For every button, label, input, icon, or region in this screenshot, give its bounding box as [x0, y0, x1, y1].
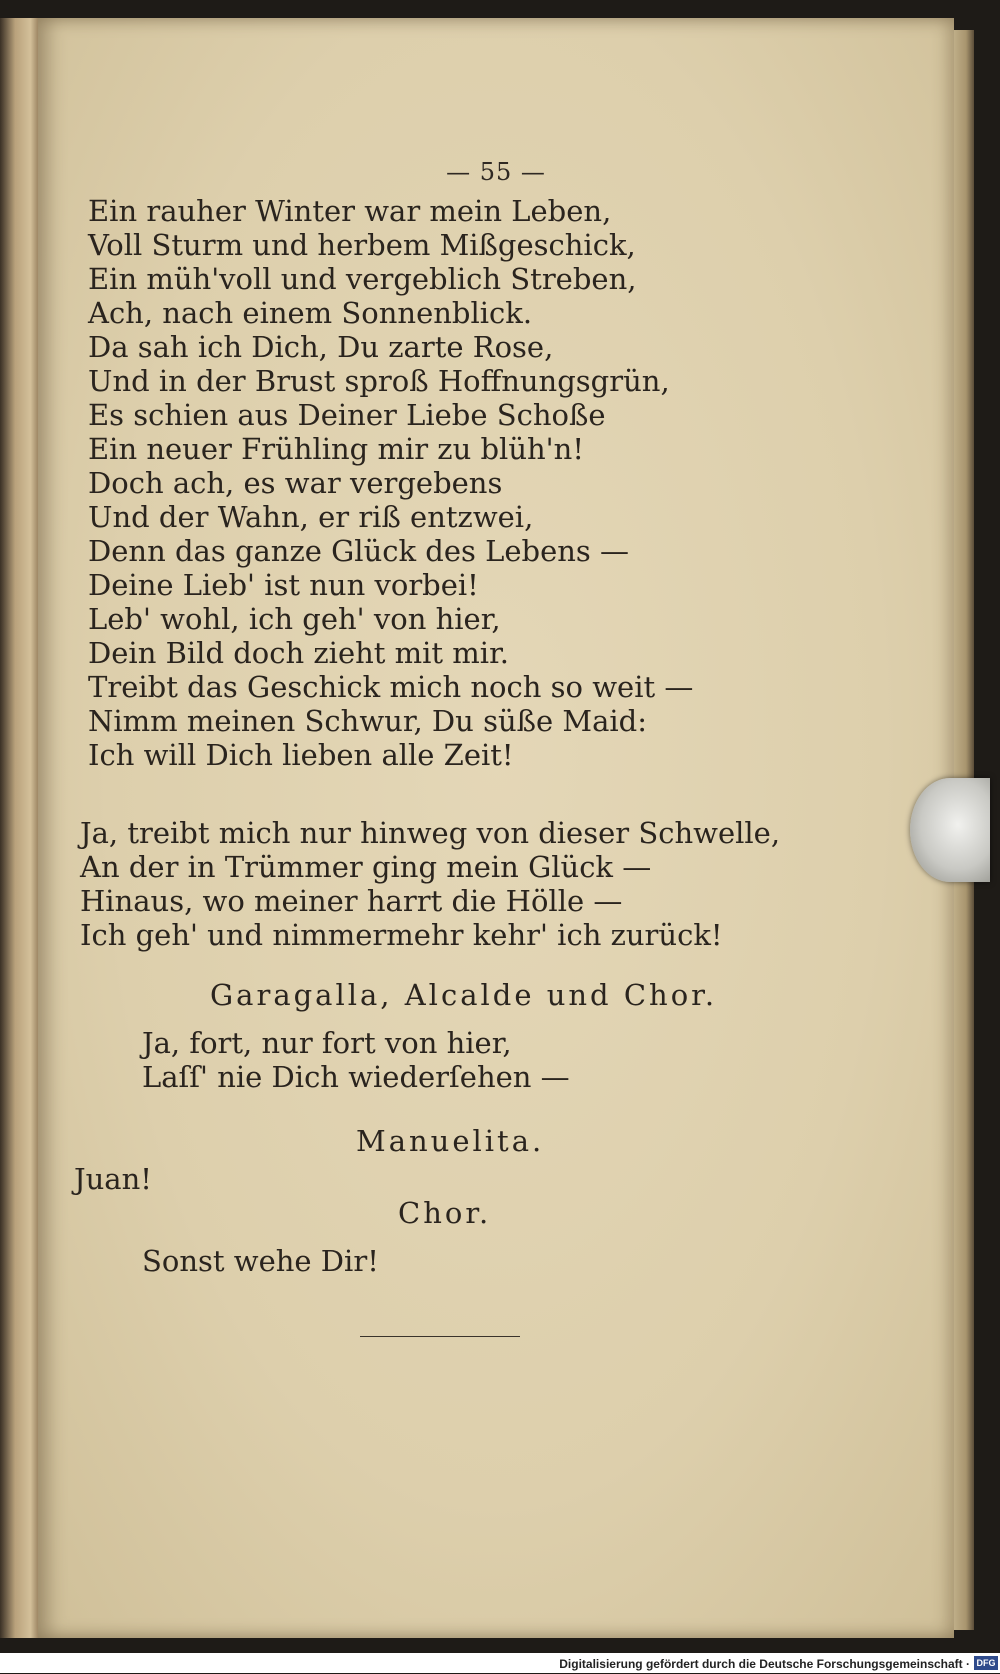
verse-line: Voll Sturm und herbem Mißgeschick,: [88, 228, 636, 262]
verse-line: Sonst wehe Dir!: [142, 1244, 379, 1278]
verse-line: Denn das ganze Glück des Lebens —: [88, 534, 630, 568]
verse-line: Doch ach, es war vergebens: [88, 466, 503, 500]
footer-credit: Digitalisierung gefördert durch die Deutsche Forschungsgemeinschaft ·: [559, 1657, 970, 1671]
verse-line: Treibt das Geschick mich noch so weit —: [88, 670, 694, 704]
verse-line: Nimm meinen Schwur, Du süße Maid:: [88, 704, 647, 738]
verse-line: Leb' wohl, ich geh' von hier,: [88, 602, 501, 636]
verse-stanza-1: [88, 194, 693, 772]
footer-bar: [0, 1653, 1000, 1673]
verse-line: Und in der Brust sproß Hoffnungsgrün,: [88, 364, 670, 398]
speaker-manuelita: Manuelita.: [356, 1124, 545, 1158]
chorus-verse: [142, 1026, 570, 1094]
speaker-chor: Chor.: [398, 1196, 492, 1230]
verse-line: Deine Lieb' ist nun vorbei!: [88, 568, 479, 602]
chor-line: [142, 1244, 379, 1278]
section-divider-rule: [360, 1336, 520, 1337]
verse-line: Ich will Dich lieben alle Zeit!: [88, 738, 514, 772]
dfg-logo-icon: DFG: [974, 1656, 998, 1670]
verse-line: Laſſ' nie Dich wiederſehen —: [142, 1060, 570, 1094]
verse-line: Ich geh' und nimmermehr kehr' ich zurück!: [80, 918, 723, 952]
verse-line: Dein Bild doch zieht mit mir.: [88, 636, 509, 670]
verse-line: An der in Trümmer ging mein Glück —: [80, 850, 652, 884]
book-clip: [910, 778, 990, 882]
manuelita-line: [74, 1162, 152, 1196]
page-number: — 55 —: [446, 158, 546, 186]
book-page: [38, 18, 954, 1638]
verse-line: Ein müh'voll und vergeblich Streben,: [88, 262, 637, 296]
verse-stanza-2: [80, 816, 780, 952]
verse-line: Hinaus, wo meiner harrt die Hölle —: [80, 884, 623, 918]
left-page-edge: [0, 18, 38, 1638]
verse-line: Ja, fort, nur fort von hier,: [142, 1026, 512, 1060]
verse-line: Juan!: [74, 1162, 152, 1196]
speaker-garagalla-alcalde-chor: Garagalla, Alcalde und Chor.: [210, 978, 718, 1012]
verse-line: Ein neuer Frühling mir zu blüh'n!: [88, 432, 584, 466]
verse-line: Und der Wahn, er riß entzwei,: [88, 500, 534, 534]
verse-line: Ein rauher Winter war mein Leben,: [88, 194, 612, 228]
verse-line: Ach, nach einem Sonnenblick.: [88, 296, 533, 330]
verse-line: Es schien aus Deiner Liebe Schoße: [88, 398, 606, 432]
verse-line: Da sah ich Dich, Du zarte Rose,: [88, 330, 554, 364]
verse-line: Ja, treibt mich nur hinweg von dieser Schwelle,: [80, 816, 781, 850]
